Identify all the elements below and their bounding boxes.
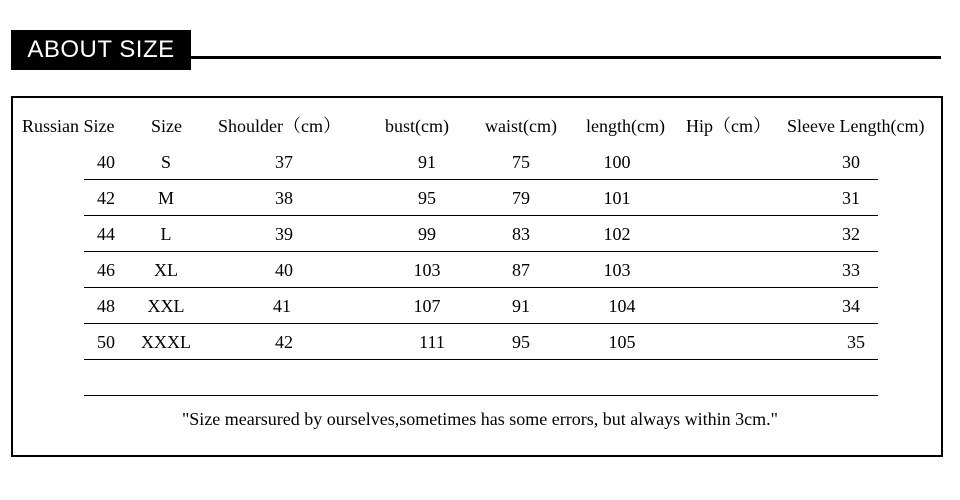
cell-length: 105 bbox=[608, 332, 636, 352]
cell-russian-size: 50 bbox=[97, 332, 115, 352]
size-footnote: "Size mearsured by ourselves,sometimes has some errors, but always within 3cm." bbox=[181, 409, 779, 429]
col-header-shoulder: Shoulder（cm） bbox=[218, 116, 341, 136]
cell-length: 101 bbox=[603, 188, 631, 208]
cell-bust: 99 bbox=[418, 224, 436, 244]
cell-size: XXL bbox=[147, 296, 185, 316]
col-header-bust: bust(cm) bbox=[385, 116, 449, 136]
row-divider bbox=[84, 359, 878, 360]
cell-bust: 103 bbox=[413, 260, 441, 280]
cell-bust: 107 bbox=[413, 296, 441, 316]
cell-shoulder: 42 bbox=[275, 332, 293, 352]
cell-sleeve-length: 33 bbox=[842, 260, 860, 280]
cell-russian-size: 46 bbox=[97, 260, 115, 280]
cell-sleeve-length: 32 bbox=[842, 224, 860, 244]
cell-size: XL bbox=[154, 260, 178, 280]
cell-waist: 95 bbox=[512, 332, 530, 352]
cell-length: 100 bbox=[603, 152, 631, 172]
row-divider bbox=[84, 395, 878, 396]
cell-waist: 75 bbox=[512, 152, 530, 172]
cell-waist: 87 bbox=[512, 260, 530, 280]
col-header-length: length(cm) bbox=[586, 116, 665, 136]
cell-shoulder: 37 bbox=[275, 152, 293, 172]
cell-waist: 91 bbox=[512, 296, 530, 316]
cell-russian-size: 44 bbox=[97, 224, 115, 244]
row-divider bbox=[84, 287, 878, 288]
cell-bust: 95 bbox=[418, 188, 436, 208]
col-header-sleeve-length: Sleeve Length(cm) bbox=[787, 116, 925, 136]
cell-sleeve-length: 35 bbox=[847, 332, 865, 352]
section-title: ABOUT SIZE bbox=[11, 30, 191, 70]
cell-size: S bbox=[160, 152, 172, 172]
title-underline bbox=[191, 56, 941, 59]
cell-size: M bbox=[157, 188, 175, 208]
cell-length: 102 bbox=[603, 224, 631, 244]
cell-bust: 91 bbox=[418, 152, 436, 172]
col-header-waist: waist(cm) bbox=[485, 116, 557, 136]
cell-russian-size: 42 bbox=[97, 188, 115, 208]
cell-waist: 79 bbox=[512, 188, 530, 208]
cell-russian-size: 48 bbox=[97, 296, 115, 316]
cell-waist: 83 bbox=[512, 224, 530, 244]
row-divider bbox=[84, 215, 878, 216]
row-divider bbox=[84, 251, 878, 252]
cell-shoulder: 38 bbox=[275, 188, 293, 208]
cell-sleeve-length: 34 bbox=[842, 296, 860, 316]
col-header-russian-size: Russian Size bbox=[22, 116, 115, 136]
row-divider bbox=[84, 323, 878, 324]
cell-length: 103 bbox=[603, 260, 631, 280]
col-header-size: Size bbox=[151, 116, 182, 136]
cell-bust: 111 bbox=[419, 332, 445, 352]
cell-size: L bbox=[160, 224, 172, 244]
cell-shoulder: 41 bbox=[273, 296, 291, 316]
cell-length: 104 bbox=[608, 296, 636, 316]
cell-shoulder: 40 bbox=[275, 260, 293, 280]
cell-sleeve-length: 31 bbox=[842, 188, 860, 208]
cell-russian-size: 40 bbox=[97, 152, 115, 172]
size-table-frame bbox=[11, 96, 943, 457]
cell-shoulder: 39 bbox=[275, 224, 293, 244]
cell-sleeve-length: 30 bbox=[842, 152, 860, 172]
col-header-hip: Hip（cm） bbox=[686, 116, 771, 136]
cell-size: XXXL bbox=[141, 332, 191, 352]
row-divider bbox=[84, 179, 878, 180]
